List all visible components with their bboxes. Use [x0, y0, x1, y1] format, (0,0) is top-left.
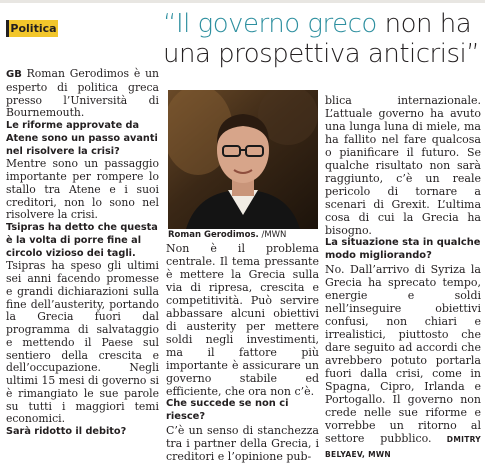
photo-caption	[168, 229, 318, 242]
article-column-3	[325, 94, 481, 462]
caption-name: Roman Gerodimos.	[168, 230, 259, 240]
answer-5-text: No. Dall’arrivo di Syriza la Grecia ha sprecato tempo, energie e soldi nell’inseguire obiettivi confusi, non chiari e irrealistici, piuttosto che dare seguito ad accordi che avrebbero potuto portarla fuori dalla crisi, come in Spagna, Cipro, Irlanda e Portogallo. Il governo non crede nelle sue riforme e vorrebbe un ritorno al settore pubblico.	[325, 262, 481, 445]
headline-rest-part: non ha	[376, 9, 472, 39]
answer-1: Mentre sono un passaggio importante per rompere lo stallo tra Atene e i suoi creditori, non lo sono nel risolvere la crisi.	[6, 157, 159, 222]
question-2: Tsipras ha detto che questa è la volta di porre fine al circolo vizioso dei tagli.	[6, 222, 158, 259]
author-byline: DMITRY BELYAEV, MWN	[325, 434, 482, 459]
question-3: Sarà ridotto il debito?	[6, 426, 127, 437]
headline	[163, 9, 483, 69]
headline-line-1	[163, 9, 483, 39]
article-column-1	[6, 68, 159, 439]
question-5: La situazione sta in qualche modo migliorando?	[325, 236, 481, 261]
portrait-illustration	[168, 90, 318, 229]
answer-2: Tsipras ha speso gli ultimi sei anni facendo promesse e grandi dichiarazioni sulla fine dell’austerity, portando la Grecia fuori dal programma di salvataggio e mettendo il Paese sul sentiero della crescita e dell’occupazione. Negli ultimi 15 mesi di governo si è rimangiato le sue parole su tutti i maggiori temi economici.	[6, 259, 159, 426]
answer-5	[325, 263, 481, 462]
lead-paragraph	[6, 68, 159, 120]
lead-text: Roman Gerodimos è un esperto di politica greca presso l’Università di Bournemouth.	[6, 67, 159, 120]
question-1: Le riforme approvate da Atene sono un passo avanti nel risolvere la crisi?	[6, 120, 158, 157]
portrait-photo	[168, 90, 318, 229]
question-4: Che succede se non ci riesce?	[166, 397, 289, 422]
answer-4: C’è un senso di stanchezza tra i partner della Grecia, i creditori e l’opinione pub-	[166, 423, 319, 463]
top-rule	[0, 0, 485, 3]
caption-credit: /MWN	[258, 230, 287, 240]
answer-4-continued: blica internazionale. L’attuale governo ha avuto una lunga luna di miele, ma ha fallito nel fare qualcosa o pianificare il futuro. Se qualche risultato non sarà raggiunto, c’è un reale pericolo di tornare a scenari di Grexit. L’ultima cosa di cui la Grecia ha bisogno.	[325, 94, 481, 237]
section-badge: Politica	[6, 20, 58, 37]
headline-quote-part: “Il governo greco	[163, 9, 377, 39]
lead-initials: GB	[6, 69, 22, 80]
article-column-2	[166, 242, 319, 463]
answer-3: Non è il problema centrale. Il tema pressante è mettere la Grecia sulla via di ripresa, crescita e competitività. Può servire abbassare alcuni obiettivi di austerity per mettere soldi negli investimenti, ma il fattore più importante è assicurare un governo stabile ed efficiente, che ora non c’è.	[166, 242, 319, 398]
headline-line-2: una prospettiva anticrisi”	[163, 39, 480, 69]
